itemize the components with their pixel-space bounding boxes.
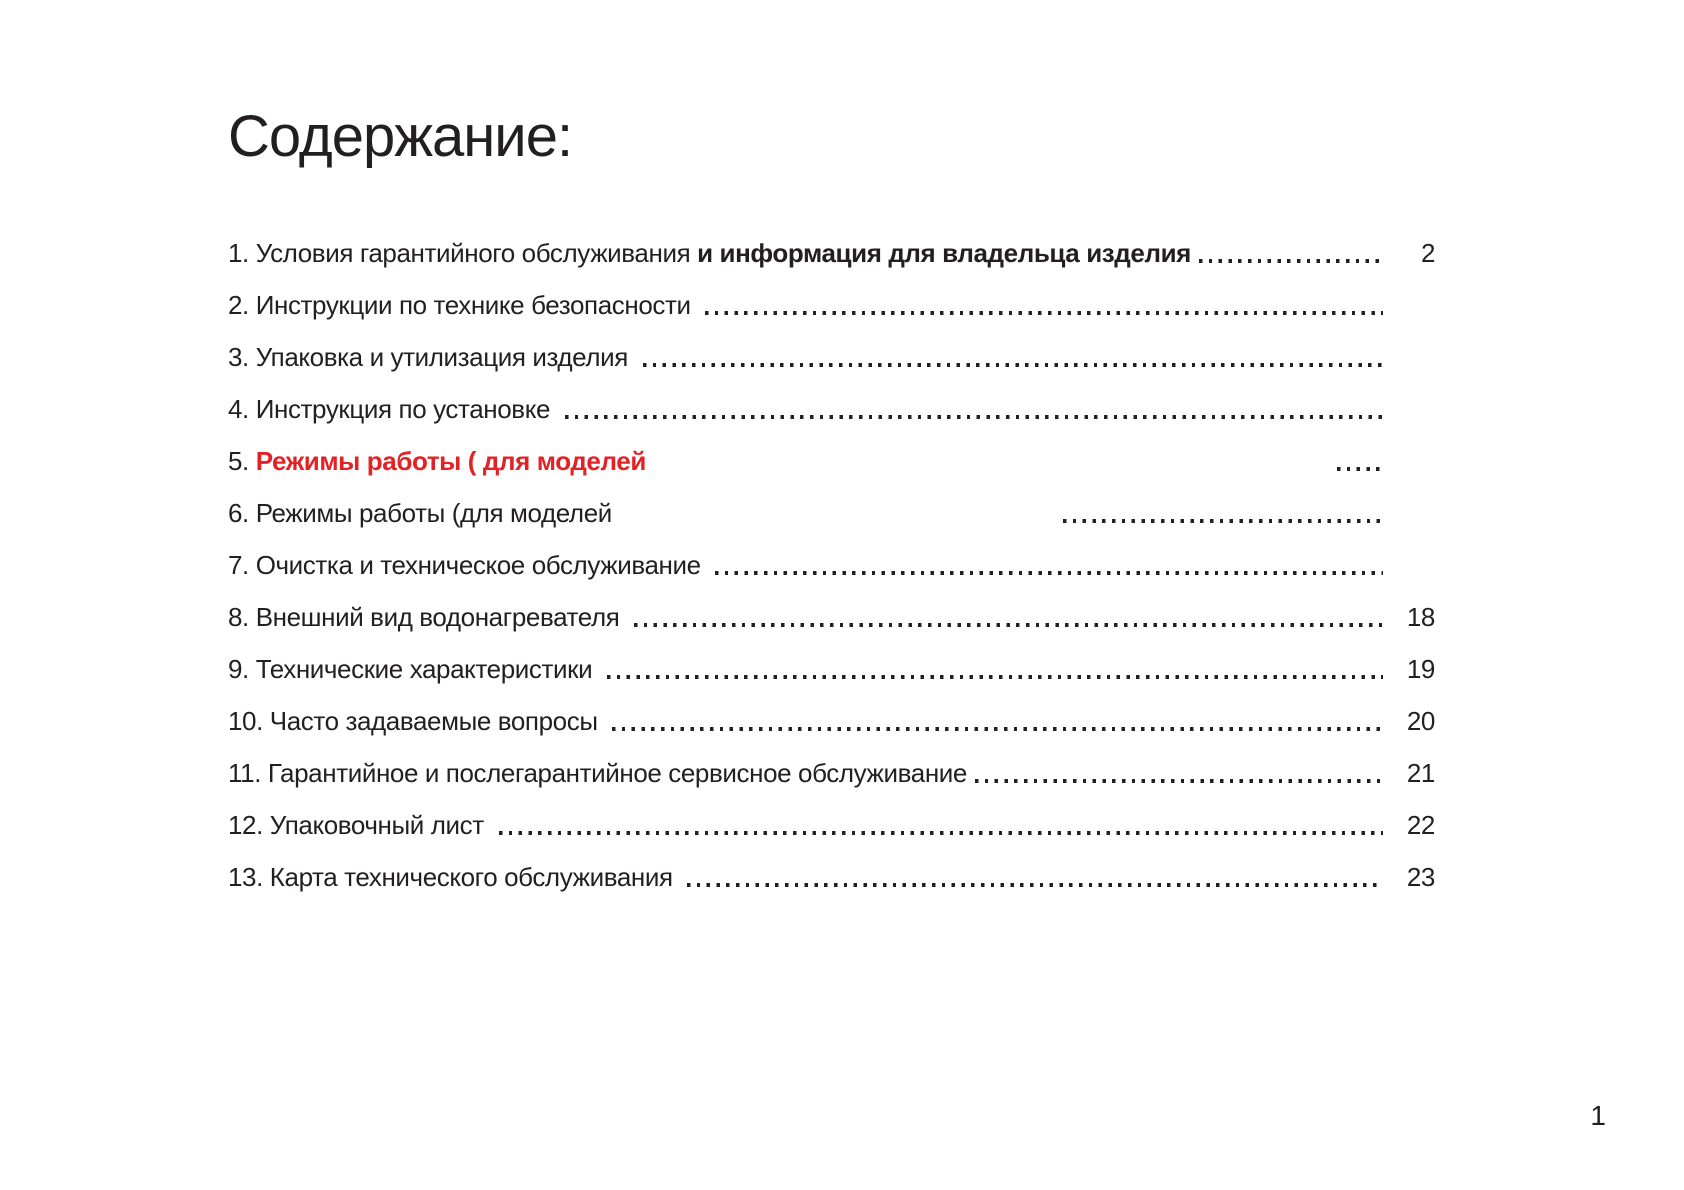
toc-item-dot-leader — [634, 623, 1383, 627]
toc-item-text: 12. Упаковочный лист — [228, 810, 491, 840]
toc-item-text: 7. Очистка и техническое обслуживание — [228, 550, 708, 580]
toc-item — [228, 342, 1435, 372]
toc-item-dot-leader — [715, 571, 1383, 575]
toc-item-label — [228, 654, 599, 684]
toc-item-text: Режимы работы ( для моделей — [255, 446, 646, 476]
toc-item — [228, 498, 1435, 528]
toc-item-text: 1. Условия гарантийного обслуживания — [228, 238, 698, 268]
toc-item-page-number: 18 — [1406, 602, 1435, 632]
toc-item — [228, 706, 1435, 736]
toc-item-text: 5. — [228, 446, 256, 476]
toc-item-label — [228, 290, 697, 320]
toc-item-dot-leader — [499, 831, 1383, 835]
toc-item-label — [228, 758, 967, 788]
toc-item-text: 13. Карта технического обслуживания — [228, 862, 680, 892]
toc-item — [228, 290, 1435, 320]
toc-item-text: 2. Инструкции по технике безопасности — [228, 290, 698, 320]
toc-item-text: 6. Режимы работы (для моделей — [228, 498, 612, 528]
toc-item — [228, 862, 1435, 892]
toc-item-label — [228, 342, 635, 372]
toc-item-text: 4. Инструкция по установке — [228, 394, 557, 424]
toc-item-page-number: 20 — [1406, 706, 1435, 736]
toc-item-label — [228, 498, 612, 528]
footer-page-number: 1 — [1590, 1100, 1606, 1131]
toc-item — [228, 810, 1435, 840]
toc-item-text: 3. Упаковка и утилизация изделия — [228, 342, 635, 372]
toc-item — [228, 758, 1435, 788]
toc-item — [228, 654, 1435, 684]
toc-item-dot-leader — [1199, 259, 1383, 263]
toc-item-label — [228, 602, 626, 632]
toc-item-text: 10. Часто задаваемые вопросы — [228, 706, 605, 736]
toc-item-page-number: 22 — [1406, 810, 1435, 840]
toc-item-label — [228, 238, 1191, 268]
toc-item-dot-leader — [607, 675, 1383, 679]
toc-item — [228, 238, 1435, 268]
toc-item-text: 9. Технические характеристики — [228, 654, 600, 684]
toc-item-page-number: 19 — [1406, 654, 1435, 684]
toc-item-dot-leader — [643, 363, 1383, 367]
toc-item-label — [228, 394, 557, 424]
toc-item-page-number: 23 — [1406, 862, 1435, 892]
toc-item-dot-leader — [1337, 467, 1383, 471]
toc-item — [228, 550, 1435, 580]
toc-item-dot-leader — [687, 883, 1383, 887]
toc-item-dot-leader — [975, 779, 1383, 783]
toc-item-page-number: 2 — [1420, 238, 1435, 268]
toc-item-label — [228, 862, 679, 892]
toc-item-label — [228, 446, 646, 476]
page-title: Содержание: — [228, 104, 573, 169]
toc-item-label — [228, 810, 491, 840]
toc-item-dot-leader — [565, 415, 1383, 419]
toc-item-text: 11. Гарантийное и послегарантийное сервисное обслуживание — [228, 758, 967, 788]
toc-item-label — [228, 706, 604, 736]
toc-item-dot-leader — [1063, 519, 1383, 523]
toc-list — [228, 238, 1435, 892]
toc-item-dot-leader — [612, 727, 1383, 731]
toc-item — [228, 394, 1435, 424]
toc-item — [228, 602, 1435, 632]
toc-item-text: 8. Внешний вид водонагревателя — [228, 602, 627, 632]
toc-item-page-number: 21 — [1406, 758, 1435, 788]
toc-item — [228, 446, 1435, 476]
toc-item-text: и информация для владельца изделия — [697, 238, 1191, 268]
toc-item-label — [228, 550, 707, 580]
toc-item-dot-leader — [705, 311, 1383, 315]
